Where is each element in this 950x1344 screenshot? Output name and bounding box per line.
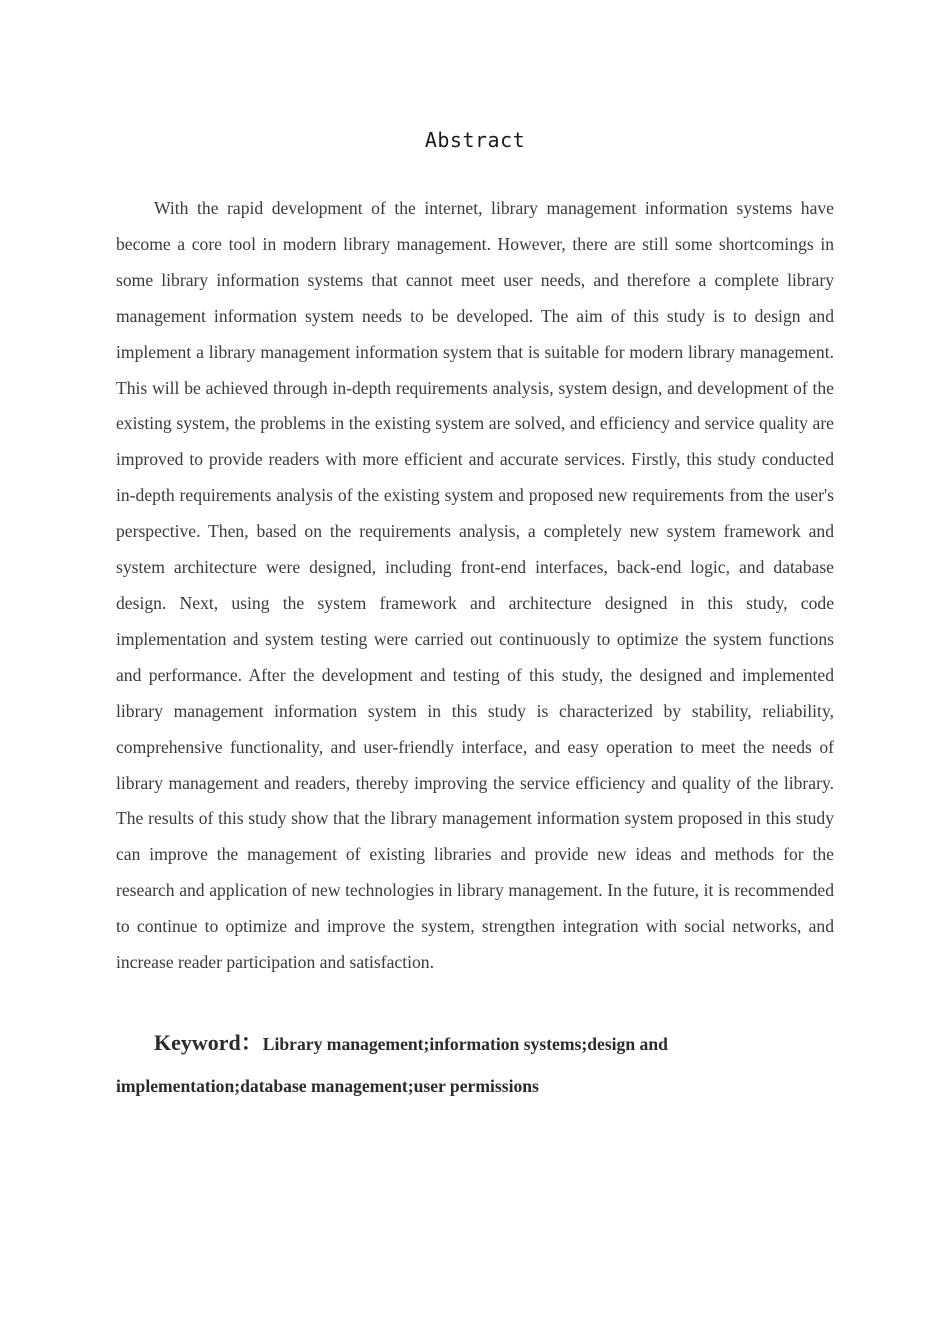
keywords-paragraph: [116, 1022, 716, 1107]
abstract-body: With the rapid development of the internet, library management information systems have become a core tool in modern library management. However, there are still some shortcomings in some library information systems that cannot meet user needs, and therefore a complete library management information system needs to be developed. The aim of this study is to design and implement a library management information system that is suitable for modern library management. This will be achieved through in-depth requirements analysis, system design, and development of the existing system, the problems in the existing system are solved, and efficiency and service quality are improved to provide readers with more efficient and accurate services. Firstly, this study conducted in-depth requirements analysis of the existing system and proposed new requirements from the user's perspective. Then, based on the requirements analysis, a completely new system framework and system architecture were designed, including front-end interfaces, back-end logic, and database design. Next, using the system framework and architecture designed in this study, code implementation and system testing were carried out continuously to optimize the system functions and performance. After the development and testing of this study, the designed and implemented library management information system in this study is characterized by stability, reliability, comprehensive functionality, and user-friendly interface, and easy operation to meet the needs of library management and readers, thereby improving the service efficiency and quality of the library. The results of this study show that the library management information system proposed in this study can improve the management of existing libraries and provide new ideas and methods for the research and application of new technologies in library management. In the future, it is recommended to continue to optimize and improve the system, strengthen integration with social networks, and increase reader participation and satisfaction.: [116, 198, 834, 973]
abstract-title: Abstract: [424, 128, 526, 152]
keyword-list: Library management;information systems;design and implementation;database management;user permissions: [116, 1034, 668, 1096]
keyword-label: Keyword：: [154, 1030, 263, 1055]
